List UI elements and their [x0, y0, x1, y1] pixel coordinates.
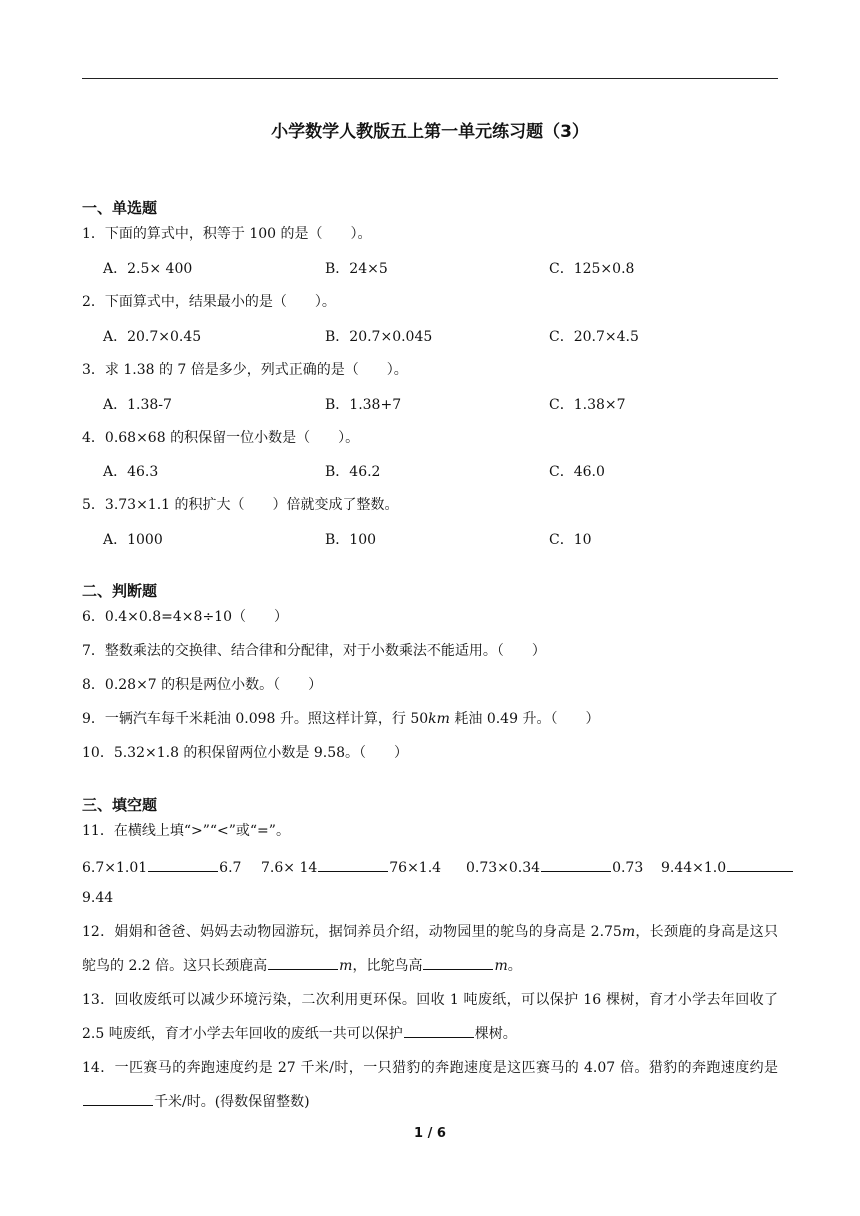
question-2-option-c: C．20.7×4.5 [549, 329, 639, 345]
question-2-stem: 2．下面算式中，结果最小的是（ ）。 [82, 294, 336, 310]
question-1-option-b: B．24×5 [325, 261, 388, 277]
answer-blank[interactable] [423, 954, 493, 970]
question-9: 9．一辆汽车每千米耗油 0.098 升。照这样计算，行 50km 耗油 0.49 升。（ ） [82, 711, 600, 727]
compare-item-2: 7.6× 14 76×1.4 [261, 856, 441, 876]
question-13: 13．回收废纸可以减少环境污染，二次利用更环保。回收 1 吨废纸，可以保护 16 棵树，育才小学去年回收了 2.5 吨废纸，育才小学去年回收的废纸一共可以保护 棵树。 [82, 992, 778, 1042]
section-heading-true-false: 二、判断题 [82, 582, 158, 600]
header-rule [82, 78, 778, 79]
answer-blank[interactable] [404, 1022, 474, 1038]
answer-blank[interactable] [83, 1090, 153, 1106]
question-5-stem: 5．3.73×1.1 的积扩大（ ）倍就变成了整数。 [82, 497, 399, 513]
page-number: 1 / 6 [414, 1126, 446, 1141]
answer-blank[interactable] [318, 856, 388, 872]
answer-blank[interactable] [268, 954, 338, 970]
question-4-option-b: B．46.2 [325, 464, 381, 480]
question-5-option-a: A．1000 [103, 532, 163, 548]
question-4-option-a: A．46.3 [103, 464, 159, 480]
question-3-option-a: A．1.38-7 [103, 397, 172, 413]
answer-blank[interactable] [541, 856, 611, 872]
question-2-option-b: B．20.7×0.045 [325, 329, 433, 345]
answer-blank[interactable] [148, 856, 218, 872]
answer-blank[interactable] [727, 856, 793, 872]
question-6: 6．0.4×0.8=4×8÷10（ ） [82, 609, 288, 625]
question-10: 10．5.32×1.8 的积保留两位小数是 9.58。（ ） [82, 745, 409, 761]
question-14: 14．一匹赛马的奔跑速度约是 27 千米/时，一只猎豹的奔跑速度是这匹赛马的 4.07 倍。猎豹的奔跑速度约是千米/时。(得数保留整数) [82, 1060, 778, 1110]
question-3-option-b: B．1.38+7 [325, 397, 402, 413]
section-heading-single-choice: 一、单选题 [82, 199, 158, 217]
question-4-stem: 4．0.68×68 的积保留一位小数是（ ）。 [82, 430, 360, 446]
page-title: 小学数学人教版五上第一单元练习题（3） [271, 122, 589, 142]
compare-item-3: 0.73×0.34 0.73 [466, 856, 643, 876]
question-1-stem: 1．下面的算式中，积等于 100 的是（ ）。 [82, 226, 372, 242]
question-8: 8．0.28×7 的积是两位小数。（ ） [82, 677, 323, 693]
compare-item-4-rhs: 9.44 [82, 890, 114, 906]
question-4-option-c: C．46.0 [549, 464, 605, 480]
section-heading-fill-blank: 三、填空题 [82, 796, 158, 814]
question-1-option-a: A．2.5× 400 [103, 261, 193, 277]
question-11-stem: 11．在横线上填“>”“<”或“=”。 [82, 823, 290, 839]
question-5-option-b: B．100 [325, 532, 377, 548]
question-7: 7．整数乘法的交换律、结合律和分配律，对于小数乘法不能适用。（ ） [82, 643, 546, 659]
question-5-option-c: C．10 [549, 532, 592, 548]
question-2-option-a: A．20.7×0.45 [103, 329, 202, 345]
compare-item-4: 9.44×1.0 [661, 856, 794, 876]
unit-km: km [428, 711, 450, 727]
question-3-option-c: C．1.38×7 [549, 397, 626, 413]
question-12: 12．娟娟和爸爸、妈妈去动物园游玩，据饲养员介绍，动物园里的鸵鸟的身高是 2.75m，长颈鹿的身高是这只鸵鸟的 2.2 倍。这只长颈鹿高 m，比鸵鸟高 m。 [82, 924, 778, 974]
compare-item-1: 6.7×1.01 6.7 [82, 856, 241, 876]
question-3-stem: 3．求 1.38 的 7 倍是多少，列式正确的是（ ）。 [82, 362, 408, 378]
question-1-option-c: C．125×0.8 [549, 261, 635, 277]
